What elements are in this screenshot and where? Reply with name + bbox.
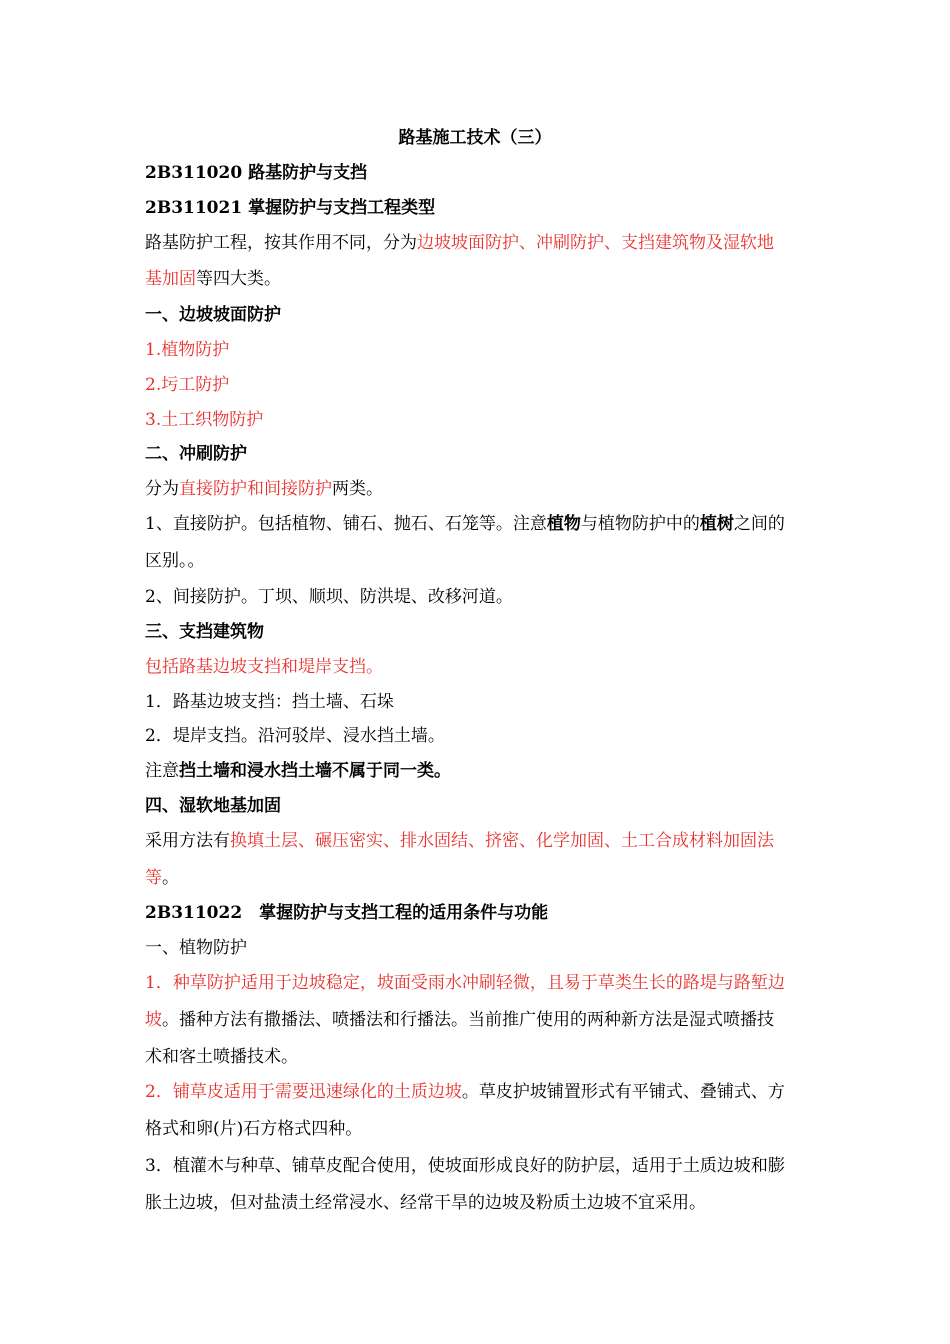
bold-text: 植物	[546, 514, 581, 534]
text: 分为	[145, 479, 179, 499]
paragraph-soft-ground-methods	[145, 829, 810, 853]
paragraph-shrub-line1: 3．植灌木与种草、铺草皮配合使用，使坡面形成良好的防护层，适用于土质边坡和膨	[145, 1156, 785, 1176]
paragraph-grass-planting-line2	[145, 1008, 810, 1032]
text: 注意	[145, 761, 179, 781]
paragraph-shrub-line2: 胀土边坡，但对盐渍土经常浸水、经常干旱的边坡及粉质土边坡不宜采用。	[145, 1193, 706, 1213]
highlight-text: 边坡坡面防护、冲刷防护、支挡建筑物及湿软地	[417, 233, 774, 253]
paragraph-intro-line1	[145, 231, 810, 255]
heading-retaining-structures: 三、支挡建筑物	[145, 622, 264, 642]
text: 路基防护工程，按其作用不同，分为	[145, 233, 417, 253]
paragraph-direct-protection	[145, 512, 810, 536]
heading-slope-protection: 一、边坡坡面防护	[145, 305, 281, 325]
heading-plant-protection: 一、植物防护	[145, 938, 247, 958]
text: 与植物防护中的	[580, 514, 700, 534]
section-heading-2B311020: 2B311020 路基防护与支挡	[145, 163, 368, 183]
paragraph-grass-planting-line3: 术和客土喷播技术。	[145, 1047, 298, 1067]
paragraph-grass-planting-line1: 1．种草防护适用于边坡稳定，坡面受雨水冲刷轻微，且易于草类生长的路堤与路堑边	[145, 973, 785, 993]
paragraph-note	[145, 759, 810, 783]
section-heading-2B311022: 2B311022 掌握防护与支挡工程的适用条件与功能	[145, 903, 549, 923]
text: 等四大类。	[196, 269, 281, 289]
highlight-text: 等	[145, 868, 162, 888]
paragraph-turf-line1	[145, 1080, 810, 1104]
paragraph-soft-ground-methods-cont	[145, 866, 810, 890]
text: 。草皮护坡铺置形式有平铺式、叠铺式、方	[461, 1082, 785, 1102]
list-item: 2.圬工防护	[145, 375, 230, 395]
highlight-text: 直接防护和间接防护	[179, 479, 332, 499]
highlight-text: 坡	[145, 1010, 162, 1030]
list-item: 2．堤岸支挡。沿河驳岸、浸水挡土墙。	[145, 726, 445, 746]
text: 两类。	[332, 479, 383, 499]
section-heading-2B311021: 2B311021 掌握防护与支挡工程类型	[145, 198, 436, 218]
text: 之间的	[733, 514, 785, 534]
paragraph-turf-line2: 格式和卵(片)石方格式四种。	[145, 1119, 363, 1139]
page-title: 路基施工技术（三）	[398, 128, 552, 148]
highlight-text: 换填土层、碾压密实、排水固结、挤密、化学加固、土工合成材料加固法	[230, 831, 774, 851]
paragraph-indirect-protection: 2、间接防护。丁坝、顺坝、防洪堤、改移河道。	[145, 587, 513, 607]
list-item: 1.植物防护	[145, 340, 230, 360]
text: 。	[162, 868, 179, 888]
heading-scour-protection: 二、冲刷防护	[145, 444, 247, 464]
bold-text: 挡土墙和浸水挡土墙不属于同一类。	[179, 761, 451, 781]
text: 1、直接防护。包括植物、铺石、抛石、石笼等。注意	[145, 514, 547, 534]
paragraph-intro-line2	[145, 267, 810, 291]
text: 采用方法有	[145, 831, 230, 851]
paragraph-scour-intro	[145, 477, 810, 501]
list-item: 3.土工织物防护	[145, 410, 264, 430]
paragraph-direct-protection-cont: 区别。。	[145, 551, 205, 571]
highlight-text: 基加固	[145, 269, 196, 289]
highlight-text: 2．铺草皮适用于需要迅速绿化的土质边坡	[145, 1082, 462, 1102]
text: 。播种方法有撒播法、喷播法和行播法。当前推广使用的两种新方法是湿式喷播技	[162, 1010, 774, 1030]
list-item: 1．路基边坡支挡：挡土墙、石垛	[145, 692, 394, 712]
paragraph-retaining-intro: 包括路基边坡支挡和堤岸支挡。	[145, 657, 383, 677]
heading-soft-ground: 四、湿软地基加固	[145, 796, 281, 816]
bold-text: 植树	[699, 514, 734, 534]
